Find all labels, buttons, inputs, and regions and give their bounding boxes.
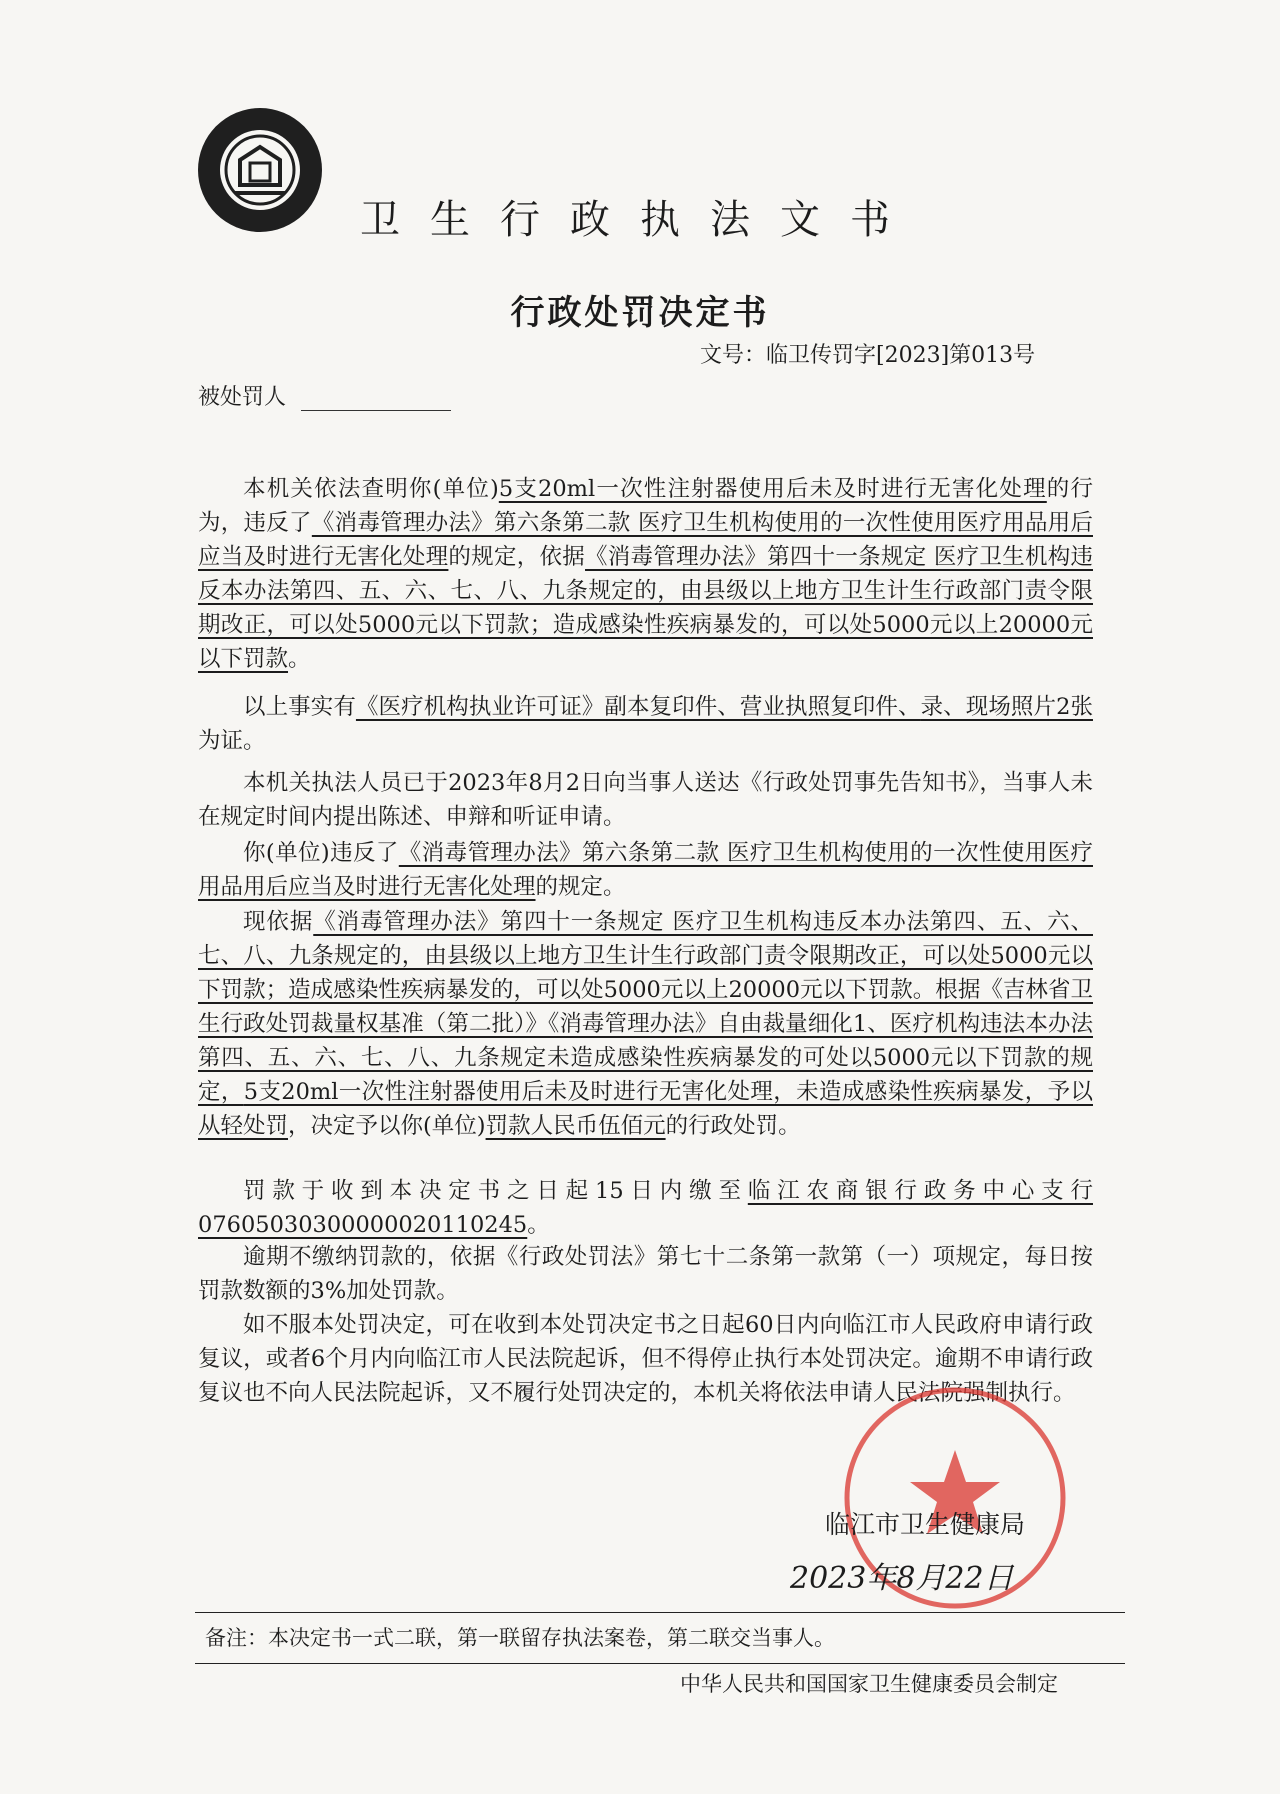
party-label: 被处罚人 [198,385,287,410]
paragraph-evidence: 以上事实有《医疗机构执业许可证》副本复印件、营业执照复印件、录、现场照片2张为证。 [198,694,1093,754]
party-name-redacted [301,388,451,411]
remark-top-rule [195,1612,1125,1613]
document-number: 文号：临卫传罚字[2023]第013号 [700,343,1036,368]
paragraph-decision: 现依据《消毒管理办法》第四十一条规定 医疗卫生机构违反本办法第四、五、六、七、八、九条规定的，由县级以上地方卫生计生行政部门责令限期改正，可以处5000元以下罚款；造成感染性疾病暴发的，可以处5000元以上20000元以下罚款。根据《吉林省卫生行政处罚裁量权基准（第二批）》《消毒管理办法》自由裁量细化1、医疗机构违法本办法第四、五、六、七、八、九条规定未造成感染性疾病暴发的可处以5000元以下罚款的规定，5支20ml一次性注射器使用后未及时进行无害化处理，未造成感染性疾病暴发，予以从轻处罚，决定予以你(单位)罚款人民币伍佰元的行政处罚。 [198,909,1093,1139]
document-title: 行政处罚决定书 [510,293,770,333]
penalized-party [198,380,451,411]
paragraph-notice: 本机关执法人员已于2023年8月2日向当事人送达《行政处罚事先告知书》，当事人未在规定时间内提出陈述、申辩和听证申请。 [198,770,1093,830]
issuing-authority: 临江市卫生健康局 [825,1510,1026,1539]
paragraph-late-fee: 逾期不缴纳罚款的，依据《行政处罚法》第七十二条第一款第（一）项规定，每日按罚款数额的3%加处罚款。 [198,1244,1093,1304]
paragraph-payment: 罚款于收到本决定书之日起15日内缴至临江农商银行政务中心支行07605030300000020110245。 [198,1178,1093,1238]
footer-issuer: 中华人民共和国国家卫生健康委员会制定 [680,1672,1058,1696]
header-title: 卫生行政执法文书 [360,197,920,243]
paragraph-appeal: 如不服本处罚决定，可在收到本处罚决定书之日起60日内向临江市人民政府申请行政复议，或者6个月内向临江市人民法院起诉，但不得停止执行本处罚决定。逾期不申请行政复议也不向人民法院起诉，又不履行处罚决定的，本机关将依法申请人民法院强制执行。 [198,1312,1093,1406]
issue-date: 2023年8月22日 [790,1561,1014,1596]
health-inspection-emblem-icon [195,105,325,235]
remark-bottom-rule [195,1663,1125,1664]
remark-note: 备注：本决定书一式二联，第一联留存执法案卷，第二联交当事人。 [205,1626,835,1650]
paragraph-findings: 本机关依法查明你(单位)5支20ml一次性注射器使用后未及时进行无害化处理的行为，违反了《消毒管理办法》第六条第二款 医疗卫生机构使用的一次性使用医疗用品用后应当及时进行无害化处理的规定，依据《消毒管理办法》第四十一条规定 医疗卫生机构违反本办法第四、五、六、七、八、九条规定的，由县级以上地方卫生计生行政部门责令限期改正，可以处5000元以下罚款；造成感染性疾病暴发的，可以处5000元以上20000元以下罚款。 [198,476,1093,672]
paragraph-violation: 你(单位)违反了《消毒管理办法》第六条第二款 医疗卫生机构使用的一次性使用医疗用品用后应当及时进行无害化处理的规定。 [198,840,1093,900]
